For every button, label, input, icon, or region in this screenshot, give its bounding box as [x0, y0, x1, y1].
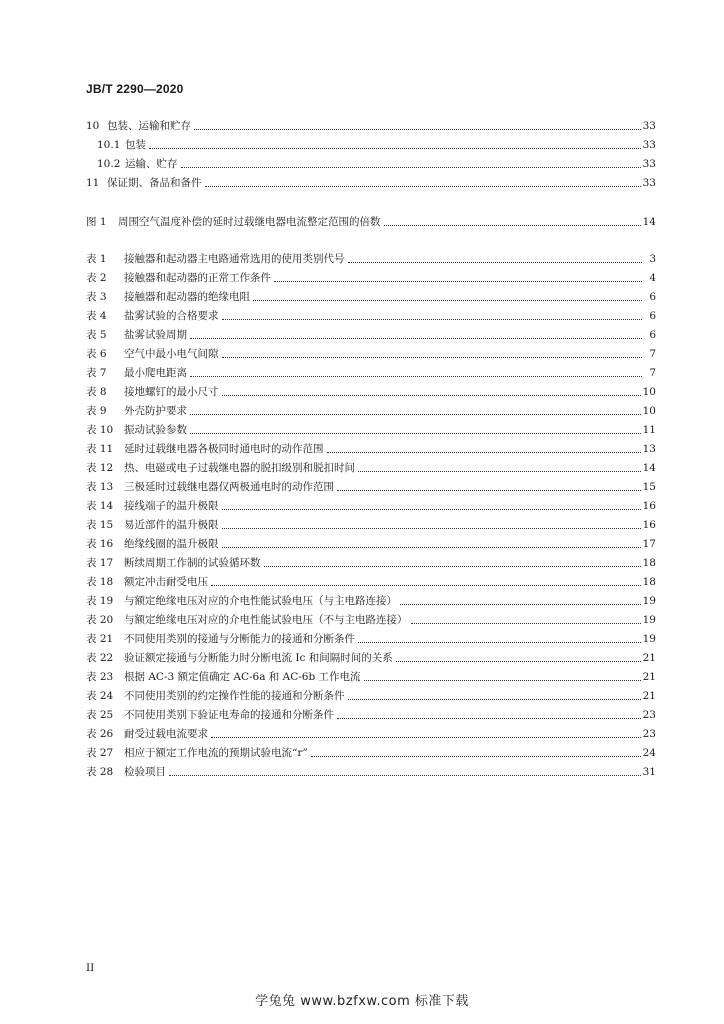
table-entry[interactable] — [86, 630, 656, 646]
table-title: 接线端子的温升极限 — [124, 500, 219, 512]
table-number: 表 6 — [86, 348, 107, 360]
toc-number: 10.2 — [97, 158, 121, 170]
table-page: 10 — [642, 405, 656, 417]
table-number: 表 8 — [86, 386, 107, 398]
document-code: JB/T 2290—2020 — [86, 82, 184, 96]
table-title: 与额定绝缘电压对应的介电性能试验电压（与主电路连接） — [124, 595, 397, 607]
table-number: 表 21 — [86, 633, 114, 645]
table-title: 空气中最小电气间隙 — [124, 348, 219, 360]
leader-dots — [274, 281, 642, 282]
table-number: 表 24 — [86, 690, 114, 702]
table-page: 21 — [642, 690, 656, 702]
leader-dots — [348, 699, 641, 700]
table-entry[interactable] — [86, 554, 656, 570]
leader-dots — [400, 604, 641, 605]
figure-number: 图 1 — [86, 216, 107, 228]
table-number: 表 16 — [86, 538, 114, 550]
leader-dots — [211, 737, 641, 738]
table-page: 23 — [642, 728, 656, 740]
table-title: 易近部件的温升极限 — [124, 519, 219, 531]
leader-dots — [190, 414, 641, 415]
table-number: 表 7 — [86, 367, 107, 379]
table-entry[interactable] — [86, 326, 656, 342]
table-number: 表 20 — [86, 614, 114, 626]
table-entry[interactable] — [86, 573, 656, 589]
leader-dots — [264, 566, 641, 567]
table-title: 盐雾试验的合格要求 — [124, 310, 219, 322]
table-page: 16 — [642, 519, 656, 531]
table-number: 表 14 — [86, 500, 114, 512]
table-number: 表 23 — [86, 671, 114, 683]
table-number: 表 28 — [86, 766, 114, 778]
table-page: 19 — [642, 614, 656, 626]
leader-dots — [211, 585, 641, 586]
figure-title: 周围空气温度补偿的延时过载继电器电流整定范围的倍数 — [118, 216, 381, 228]
table-number: 表 26 — [86, 728, 114, 740]
leader-dots — [358, 642, 641, 643]
leader-dots — [253, 300, 642, 301]
figure-page: 14 — [642, 216, 656, 228]
figure-entry[interactable] — [86, 213, 656, 229]
toc-title: 运输、贮存 — [125, 158, 178, 170]
table-entry[interactable] — [86, 250, 656, 266]
leader-dots — [358, 471, 641, 472]
table-number: 表 1 — [86, 253, 107, 265]
leader-dots — [337, 718, 641, 719]
table-entry[interactable] — [86, 725, 656, 741]
leader-dots — [222, 547, 641, 548]
table-title: 延时过载继电器各极同时通电时的动作范围 — [124, 443, 324, 455]
table-page: 17 — [642, 538, 656, 550]
table-page: 23 — [642, 709, 656, 721]
table-title: 接地螺钉的最小尺寸 — [124, 386, 219, 398]
leader-dots — [311, 756, 641, 757]
table-title: 检验项目 — [124, 766, 166, 778]
table-page: 19 — [642, 633, 656, 645]
table-page: 21 — [642, 652, 656, 664]
table-page: 7 — [649, 367, 656, 379]
table-title: 不同使用类别的接通与分断能力的接通和分断条件 — [124, 633, 355, 645]
leader-dots — [337, 490, 641, 491]
table-entry[interactable] — [86, 478, 656, 494]
table-number: 表 4 — [86, 310, 107, 322]
table-page: 31 — [642, 766, 656, 778]
leader-dots — [205, 186, 641, 187]
table-title: 额定冲击耐受电压 — [124, 576, 208, 588]
table-number: 表 17 — [86, 557, 114, 569]
table-entry[interactable] — [86, 269, 656, 285]
table-title: 振动试验参数 — [124, 424, 187, 436]
toc-entry[interactable] — [86, 155, 656, 171]
leader-dots — [194, 129, 641, 130]
table-number: 表 12 — [86, 462, 114, 474]
table-page: 7 — [649, 348, 656, 360]
leader-dots — [149, 148, 641, 149]
table-title: 最小爬电距离 — [124, 367, 187, 379]
table-entry[interactable] — [86, 345, 656, 361]
table-number: 表 22 — [86, 652, 114, 664]
footer-watermark: 学兔兔 www.bzfxw.com 标准下载 — [255, 994, 469, 1009]
table-number: 表 11 — [86, 443, 114, 455]
table-entry[interactable] — [86, 421, 656, 437]
table-title: 热、电磁或电子过载继电器的脱扣级别和脱扣时间 — [124, 462, 355, 474]
table-entry[interactable] — [86, 516, 656, 532]
table-number: 表 25 — [86, 709, 114, 721]
table-number: 表 19 — [86, 595, 114, 607]
toc-page: 33 — [642, 177, 656, 189]
table-title: 不同使用类别的约定操作性能的接通和分断条件 — [124, 690, 345, 702]
table-entry[interactable] — [86, 535, 656, 551]
table-number: 表 9 — [86, 405, 107, 417]
table-page: 18 — [642, 557, 656, 569]
leader-dots — [411, 623, 641, 624]
leader-dots — [364, 680, 641, 681]
toc-entry[interactable] — [86, 117, 656, 133]
toc-number: 10 — [86, 120, 100, 132]
table-title: 外壳防护要求 — [124, 405, 187, 417]
table-entry[interactable] — [86, 364, 656, 380]
table-title: 耐受过载电流要求 — [124, 728, 208, 740]
leader-dots — [396, 661, 641, 662]
toc-entry[interactable] — [86, 174, 656, 190]
table-page: 6 — [649, 291, 656, 303]
leader-dots — [222, 319, 643, 320]
toc-title: 保证期、备品和备件 — [107, 177, 202, 189]
table-page: 4 — [649, 272, 656, 284]
leader-dots — [190, 376, 642, 377]
table-number: 表 27 — [86, 747, 114, 759]
table-entry[interactable] — [86, 687, 656, 703]
table-title: 相应于额定工作电流的预期试验电流“r” — [124, 747, 308, 759]
table-number: 表 15 — [86, 519, 114, 531]
table-entry[interactable] — [86, 497, 656, 513]
page-number: II — [86, 962, 95, 974]
table-entry[interactable] — [86, 402, 656, 418]
table-page: 13 — [642, 443, 656, 455]
table-number: 表 18 — [86, 576, 114, 588]
leader-dots — [190, 433, 641, 434]
leader-dots — [222, 509, 641, 510]
toc-page: 33 — [642, 120, 656, 132]
table-entry[interactable] — [86, 706, 656, 722]
table-entry[interactable] — [86, 459, 656, 475]
table-number: 表 2 — [86, 272, 107, 284]
table-title: 接触器和起动器的绝缘电阻 — [124, 291, 250, 303]
table-entry[interactable] — [86, 440, 656, 456]
toc-page: 33 — [642, 139, 656, 151]
table-entry[interactable] — [86, 744, 656, 760]
table-title: 接触器和起动器的正常工作条件 — [124, 272, 271, 284]
table-page: 16 — [642, 500, 656, 512]
leader-dots — [222, 395, 641, 396]
toc-entry[interactable] — [86, 136, 656, 152]
table-page: 15 — [642, 481, 656, 493]
leader-dots — [222, 357, 643, 358]
table-page: 10 — [642, 386, 656, 398]
table-entry[interactable] — [86, 592, 656, 608]
table-entry[interactable] — [86, 383, 656, 399]
leader-dots — [169, 775, 641, 776]
table-page: 11 — [642, 424, 656, 436]
table-page: 6 — [649, 329, 656, 341]
table-page: 21 — [642, 671, 656, 683]
table-title: 验证额定接通与分断能力时分断电流 Ic 和间隔时间的关系 — [124, 652, 393, 664]
table-number: 表 5 — [86, 329, 107, 341]
table-entry[interactable] — [86, 668, 656, 684]
leader-dots — [384, 225, 641, 226]
table-page: 6 — [649, 310, 656, 322]
table-page: 24 — [642, 747, 656, 759]
toc-title: 包装、运输和贮存 — [107, 120, 191, 132]
table-title: 接触器和起动器主电路通常选用的使用类别代号 — [124, 253, 345, 265]
table-entry[interactable] — [86, 288, 656, 304]
table-entry[interactable] — [86, 307, 656, 323]
toc-page: 33 — [642, 158, 656, 170]
table-title: 绝缘线圈的温升极限 — [124, 538, 219, 550]
table-entry[interactable] — [86, 649, 656, 665]
table-page: 19 — [642, 595, 656, 607]
leader-dots — [348, 262, 643, 263]
table-title: 三极延时过载继电器仅两极通电时的动作范围 — [124, 481, 334, 493]
leader-dots — [190, 338, 642, 339]
table-title: 断续周期工作制的试验循环数 — [124, 557, 261, 569]
table-page: 14 — [642, 462, 656, 474]
table-title: 不同使用类别下验证电寿命的接通和分断条件 — [124, 709, 334, 721]
table-number: 表 3 — [86, 291, 107, 303]
table-entry[interactable] — [86, 763, 656, 779]
table-title: 盐雾试验周期 — [124, 329, 187, 341]
toc-title: 包装 — [125, 139, 146, 151]
table-title: 与额定绝缘电压对应的介电性能试验电压（不与主电路连接） — [124, 614, 408, 626]
leader-dots — [181, 167, 641, 168]
toc-number: 10.1 — [97, 139, 121, 151]
toc-number: 11 — [86, 177, 100, 189]
table-page: 18 — [642, 576, 656, 588]
table-entry[interactable] — [86, 611, 656, 627]
table-page: 3 — [649, 253, 656, 265]
table-number: 表 13 — [86, 481, 114, 493]
leader-dots — [222, 528, 641, 529]
leader-dots — [327, 452, 641, 453]
table-number: 表 10 — [86, 424, 114, 436]
table-title: 根据 AC-3 额定值确定 AC-6a 和 AC-6b 工作电流 — [124, 671, 361, 683]
